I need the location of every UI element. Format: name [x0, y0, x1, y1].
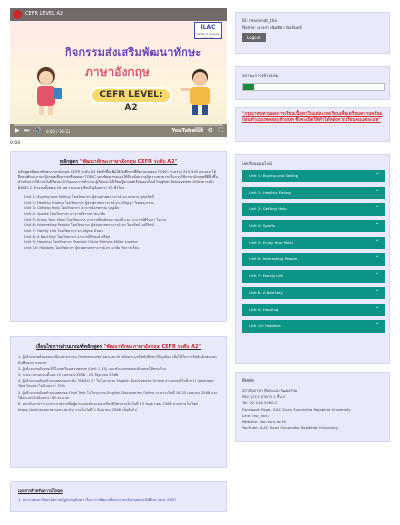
volume-icon[interactable]: 🔊 — [34, 127, 42, 134]
subtitles-icon[interactable]: ⌨ — [194, 127, 203, 134]
lesson-accordion-unit-7[interactable] — [242, 270, 385, 282]
lesson-accordion-label: Unit 6: Interesting People — [249, 256, 298, 262]
curriculum-unit-item: Unit 6: Interesting People โดยวิทยากร ผู้ช่วยศาสตราจารย์ ดร.วิมลรัตน์ มณีรัตน์ — [24, 223, 154, 228]
user-name: Name: นางสาวนิดติยา นิลจันทร์ — [242, 24, 302, 30]
girl-illustration — [28, 64, 64, 116]
contact-line: สถาบันภาษา ศิลปะและวัฒนธรรม — [242, 388, 298, 393]
video-player[interactable] — [10, 8, 227, 137]
conditions-title — [18, 343, 219, 351]
video-timecode: 0:00 / 16:31 — [46, 129, 71, 134]
curriculum-card — [10, 151, 227, 322]
conditions-card — [10, 336, 227, 468]
curriculum-unit-item: Unit 4: Sports โดยวิทยากร อาจารย์จิราพร ชนะชัย — [24, 211, 106, 216]
contact-line: Website: ilac.ssru.ac.th — [242, 419, 286, 425]
next-icon[interactable]: ⏭ — [24, 127, 30, 134]
contact-title: ติดต่อ — [242, 379, 254, 384]
online-lessons-list — [242, 170, 383, 333]
lesson-accordion-label: Unit 7: Family Life — [249, 273, 284, 279]
document-link[interactable]: 1. ประกาศมหาวิทยาลัยราชภัฏสวนสุนันทา เรื่อง การพัฒนาทักษะภาษาอังกฤษของนักศึกษา พ.ศ. 2567 — [18, 498, 177, 502]
documents-title: เอกสารสำหรับดาวน์โหลด — [18, 488, 63, 493]
conditions-title-highlight: "พัฒนาทักษะภาษาอังกฤษ CEFR ระดับ A2" — [103, 344, 202, 350]
condition-item: 4. ผู้เข้าอบรมต้องทำแบบทดสอบระดับ "BASIC 2" ในโปรแกรม English Discoveries Online ผ่านเกณฑ์ไม่ต่ำกว่า (Average Test Score) ไม่น้อยกว่า 70% — [18, 378, 214, 389]
video-topbar — [10, 8, 227, 21]
chevron-up-icon: ^ — [375, 206, 379, 212]
chevron-up-icon: ^ — [375, 273, 379, 279]
video-subline: ภาษาอังกฤษ — [85, 65, 150, 79]
settings-icon[interactable]: ⚙ — [207, 127, 213, 134]
lesson-accordion-unit-8[interactable] — [242, 287, 385, 299]
chevron-up-icon: ^ — [375, 189, 379, 195]
lesson-accordion-unit-1[interactable] — [242, 170, 385, 182]
condition-item: 1. ผู้เข้าอบรมต้องลงทะเบียนผ่านระบบ Onlinecourse.ssru.ac.th พร้อมระบุรหัสนักศึกษาให้ถูกต้อง เพื่อใช้ในการยืนยันตัวตนและบันทึกผลการอบรม — [18, 355, 218, 365]
curriculum-title-highlight: "พัฒนาทักษะภาษาอังกฤษ CEFR ระดับ A2" — [79, 159, 178, 165]
lesson-accordion-unit-9[interactable] — [242, 304, 385, 316]
training-status-card — [235, 66, 390, 100]
ilac-logo — [194, 22, 222, 39]
contact-line: Line: ilac_ssru — [242, 412, 269, 418]
lesson-accordion-unit-6[interactable] — [242, 253, 385, 265]
contact-line: YouTube: ILAC Suan Sunandha Rajabhat University — [242, 425, 338, 431]
lesson-accordion-label: Unit 5: Enjoy Your Meal — [249, 239, 293, 245]
cefr-level-pill: CEFR LEVEL: A2 — [90, 87, 172, 104]
chevron-up-icon: ^ — [375, 173, 379, 178]
lesson-accordion-label: Unit 4: Sports — [249, 223, 276, 229]
curriculum-intro: หลักสูตรพัฒนาทักษะภาษาอังกฤษ CEFR ระดับ A2 จัดทำขึ้นเพื่อให้นักศึกษาที่มีคะแนนสอบ TOEIC ระหว่าง 225-545 คะแนน ได้ฝึกฝนทักษะภาษาอังกฤษเพื่อการเตรียมสอบ TOEIC และพัฒนาตนเองให้มีระดับความรู้ความสามารถในการใช้ภาษาอังกฤษที่ดียิ่งขึ้นสำหรับการใช้งานในชีวิตประจำวันและการทำงาน ผู้เรียนจะได้เรียนรู้ผ่านบทเรียนออนไลน์ English Discoveries Online ระดับ BASIC 2 จำนวนทั้งหมด 10 บท รวมเวลาเรียนไม่น้อยกว่า 10 ชั่วโมง — [18, 170, 218, 190]
notice-text[interactable]: "กรุณาทบทวนผลการเรียนเนื้อหาในแต่ละบทเรียนเพื่อเตรียมความพร้อมก่อนทำแบบทดสอบท้ายบท ซึ่งจะเปิดให้ทำได้หลังจากเรียนจบแต่ละบท" — [242, 112, 383, 123]
curriculum-unit-item: Unit 2: Healthy Eating โดยวิทยากร ผู้ช่วยศาสตราจารย์ ดร.ปริญญา วิเศษสุวรรณ — [24, 200, 154, 205]
lesson-accordion-unit-3[interactable] — [242, 203, 385, 215]
lesson-accordion-label: Unit 3: Getting Help — [249, 206, 287, 212]
ilac-logo-sub: Institute of Language and Culture — [196, 33, 220, 40]
condition-item: 5. ผู้เข้าอบรมต้องทำแบบทดสอบ Final Test ในโปรแกรม English Discoveries Online ระหว่างวันที่ 16-25 เมษายน 2568 และได้คะแนนไม่น้อยกว่า 60 คะแนน — [18, 390, 218, 401]
chevron-up-icon: ^ — [375, 306, 379, 312]
contact-line: Facebook Page: ILAC Suan Sunandha Rajabhat University — [242, 406, 351, 412]
online-lessons-label: บทเรียนออนไลน์ — [242, 161, 272, 166]
conditions-list — [18, 355, 219, 413]
youtube-logo[interactable]: YouTube — [171, 128, 195, 134]
boy-illustration — [180, 66, 218, 116]
video-progress-track[interactable] — [14, 124, 223, 126]
curriculum-unit-item: Unit 5: Enjoy Your Meal โดยวิทยากร อาจารย์พิมพ์ชนก ทองดี และ อาจารย์ศิรินภา ใจงาม — [24, 217, 167, 222]
logout-button[interactable]: Logout — [242, 33, 266, 42]
lesson-accordion-label: Unit 10: Hobbies — [249, 323, 281, 329]
contact-lines — [242, 388, 383, 431]
documents-card — [10, 481, 227, 512]
curriculum-unit-item: Unit 1: Buying and Selling โดยวิทยากร ผู้ช่วยศาสตราจารย์ ดร.สมชาย สุขสวัสดิ์ — [24, 194, 154, 199]
lesson-accordion-label: Unit 1: Buying and Selling — [249, 173, 299, 178]
lesson-accordion-label: Unit 2: Healthy Eating — [249, 189, 291, 195]
channel-avatar[interactable] — [13, 10, 22, 19]
ilac-logo-text: ILAC — [200, 24, 216, 31]
lesson-accordion-label: Unit 9: Housing — [249, 306, 279, 312]
online-lessons-card — [235, 154, 390, 364]
lesson-accordion-unit-2[interactable] — [242, 187, 385, 199]
video-headline: กิจกรรมส่งเสริมพัฒนาทักษะ — [65, 46, 202, 59]
chevron-up-icon: ^ — [375, 323, 379, 329]
curriculum-unit-item: Unit 3: Getting Help โดยวิทยากร อาจารย์อรพรรณ บุญเย็น — [24, 206, 120, 211]
curriculum-unit-list — [18, 195, 219, 252]
video-controls — [10, 124, 227, 137]
condition-item: 2. ผู้เข้าอบรมต้องชมวิดีโอบทเรียนครบทุกบท (Unit 1-10) และทำแบบทดสอบท้ายบทให้ครบถ้วน — [18, 366, 167, 371]
curriculum-unit-item: Unit 9: Housing โดยวิทยากร Teacher Olivia Patricia Miller Lucena — [24, 240, 138, 245]
curriculum-title-prefix: หลักสูตร — [59, 159, 80, 165]
fullscreen-icon[interactable]: ⛶ — [218, 127, 223, 134]
chevron-up-icon: ^ — [375, 289, 379, 295]
condition-item: 6. สถาบันภาษาฯ จะประกาศรายชื่อผู้ผ่านเกณฑ์และมอบเกียรติบัตรภายในวันที่ 15 พฤษภาคม 2568 ผ่านทางเว็บไซต์ https://onlinecourse.ssru.ac.th/ ภายในวันที่ 1 มิถุนายน 2568 เป็นต้นไป — [18, 402, 198, 412]
conditions-title-prefix: เงื่อนไขการผ่านเกณฑ์หลักสูตร — [35, 344, 104, 350]
curriculum-title — [18, 158, 219, 166]
lesson-accordion-label: Unit 8: A Bad Day — [249, 289, 283, 295]
play-icon[interactable]: ▶ — [15, 127, 20, 134]
chevron-up-icon: ^ — [375, 223, 379, 229]
lesson-accordion-unit-4[interactable] — [242, 220, 385, 232]
condition-item: 3. ระยะเวลาอบรมตั้งแต่ 15 เมษายน 2568 - 20 มิถุนายน 2568 — [18, 372, 119, 377]
lesson-accordion-unit-10[interactable] — [242, 320, 385, 332]
contact-card — [235, 372, 390, 442]
user-id: ID: manenat_tha — [242, 18, 277, 23]
chevron-up-icon: ^ — [375, 256, 379, 262]
status-progress-bar — [242, 83, 385, 91]
status-label: สถานะการเข้าอบรม — [242, 73, 279, 78]
curriculum-unit-item: Unit 8: A Bad Day โดยวิทยากร อาจารย์ธีรพงษ์ ศรีสุข — [24, 234, 111, 239]
contact-line: Tel. 02 244 5260-2 — [242, 400, 278, 406]
contact-line: ห้อง 1213 อาคาร 1 ชั้น 2 — [242, 394, 286, 400]
notice-card — [235, 107, 390, 142]
chevron-up-icon: ^ — [375, 239, 379, 245]
curriculum-unit-item: Unit 7: Family Life โดยวิทยากร ดร.ณัฐพล มั่นคง — [24, 229, 103, 234]
lesson-accordion-unit-5[interactable] — [242, 237, 385, 249]
video-title[interactable]: CEFR LEVEL A2 — [25, 11, 64, 17]
video-current-time: 0:04 — [10, 141, 21, 146]
user-info-card — [235, 12, 390, 54]
status-progress-fill — [243, 84, 254, 90]
curriculum-unit-item: Unit 10: Hobbies โดยวิทยากร ผู้ช่วยศาสตราจารย์ ดร.มาลัย รักการเรียน — [24, 246, 140, 251]
